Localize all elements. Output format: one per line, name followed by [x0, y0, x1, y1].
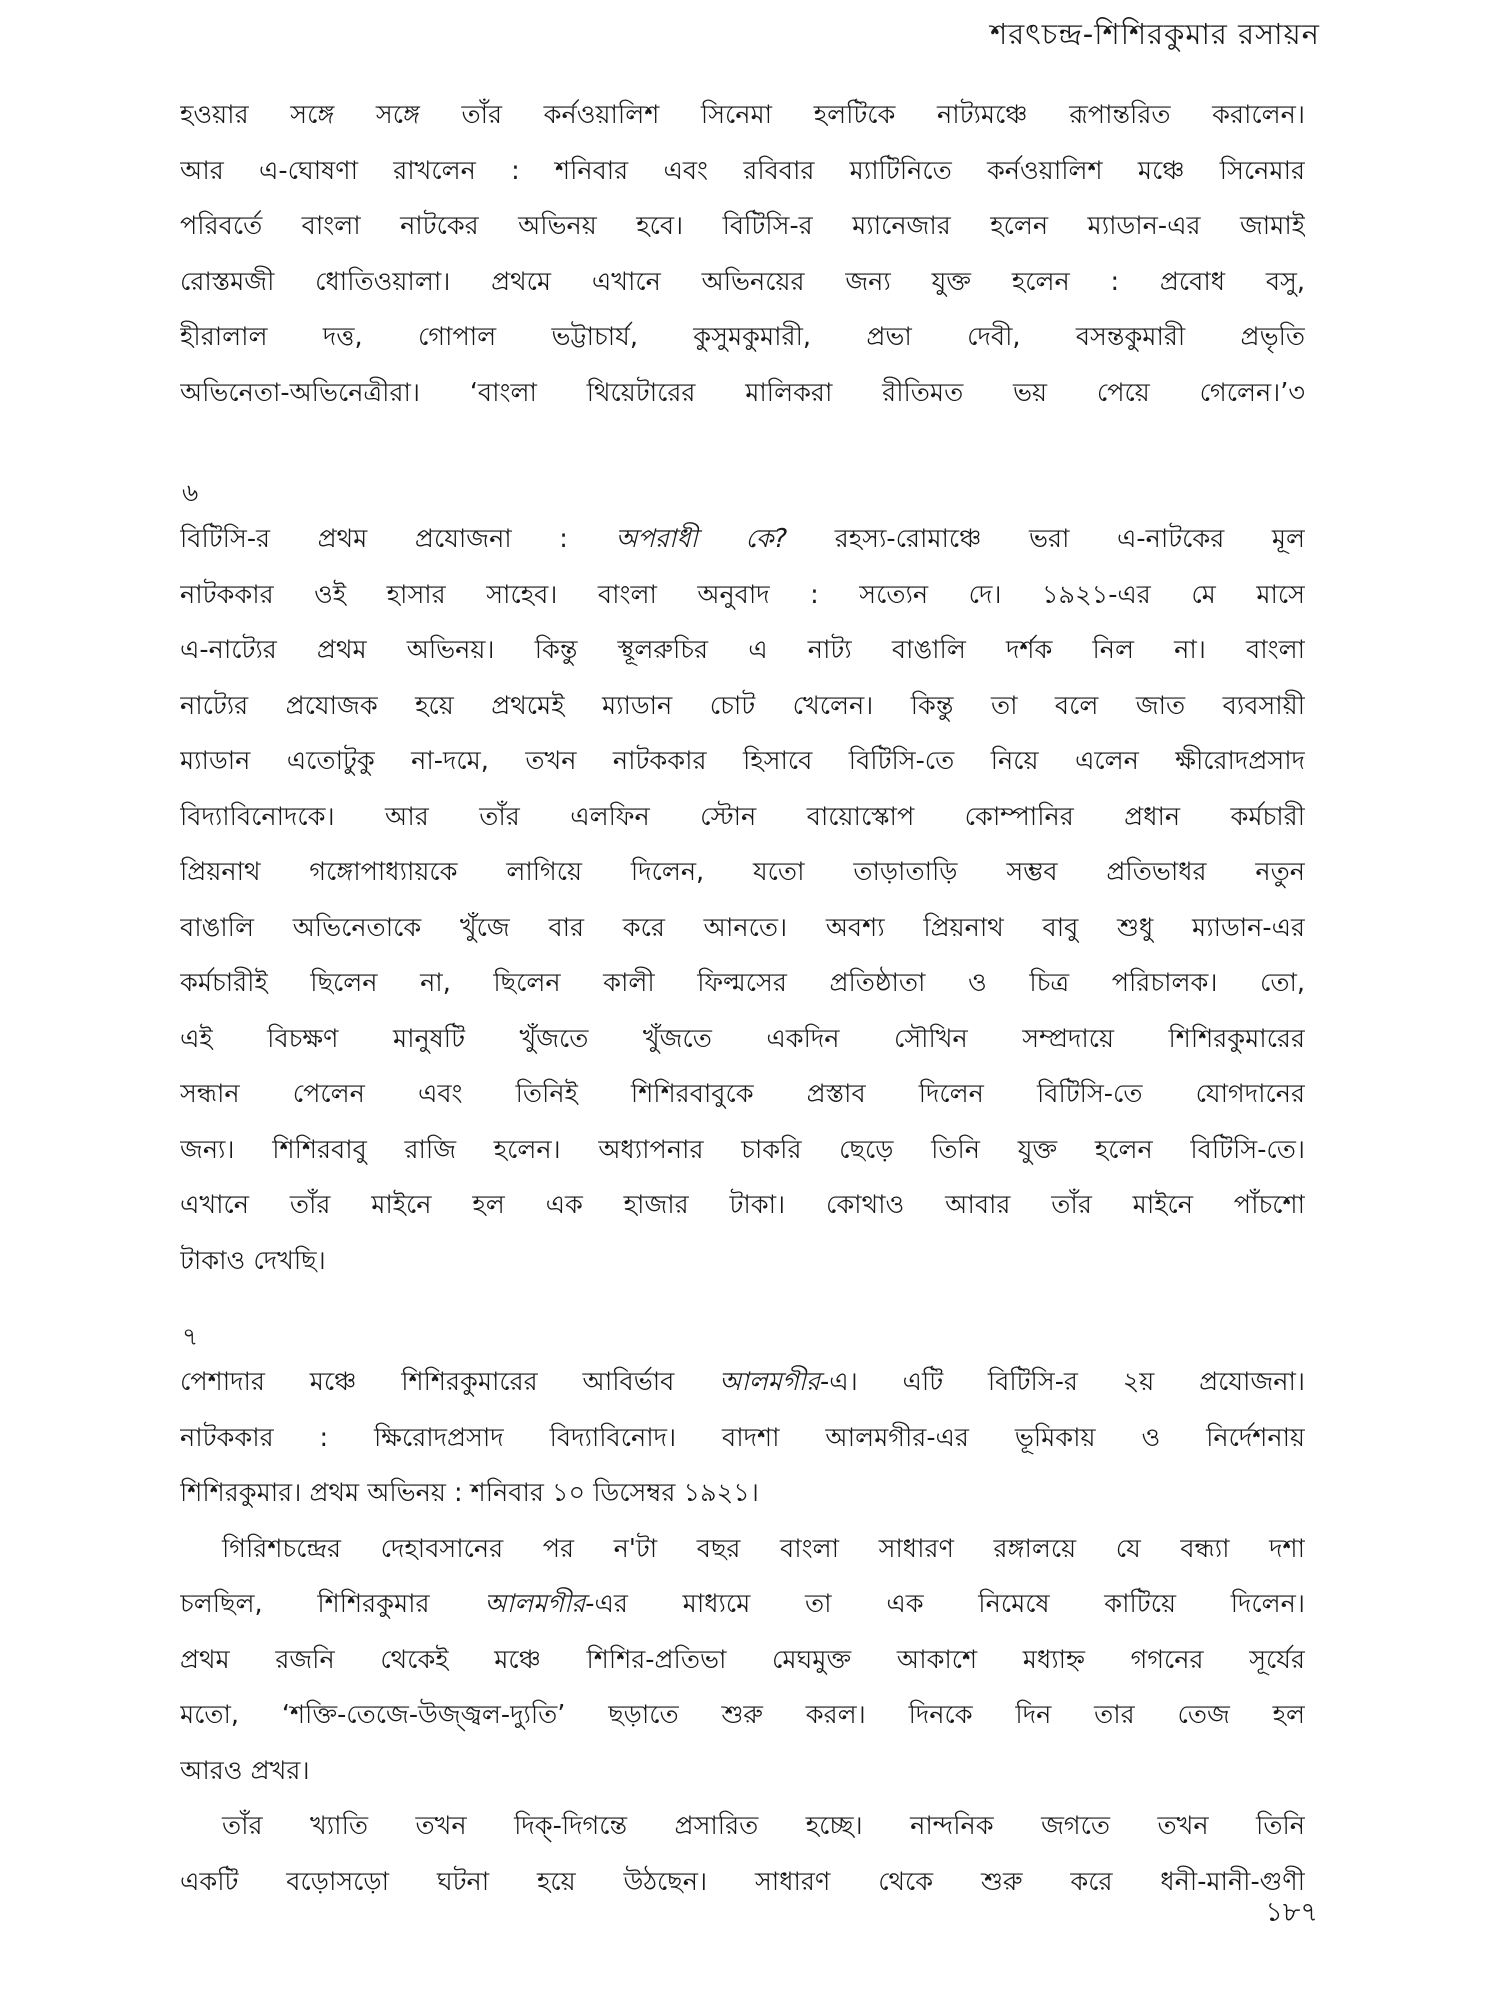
text-line: ম্যাডান এতোটুকু না-দমে, তখন নাটককার হিসাবে বিটিসি-তে নিয়ে এলেন ক্ষীরোদপ্রসাদ — [180, 746, 1305, 776]
text-line: প্রিয়নাথ গঙ্গোপাধ্যায়কে লাগিয়ে দিলেন, যতো তাড়াতাড়ি সম্ভব প্রতিভাধর নতুন — [180, 857, 1305, 887]
text-line: সন্ধান পেলেন এবং তিনিই শিশিরবাবুকে প্রস্তাব দিলেন বিটিসি-তে যোগদানের — [180, 1079, 1305, 1109]
text-line: হীরালাল দত্ত, গোপাল ভট্টাচার্য, কুসুমকুমারী, প্রভা দেবী, বসন্তকুমারী প্রভৃতি — [180, 322, 1305, 352]
text-line: এই বিচক্ষণ মানুষটি খুঁজতে খুঁজতে একদিন সৌখিন সম্প্রদায়ে শিশিরকুমারের — [180, 1023, 1305, 1054]
text-line: এখানে তাঁর মাইনে হল এক হাজার টাকা। কোথাও আবার তাঁর মাইনে পাঁচশো — [180, 1190, 1305, 1220]
paragraph-section-6 — [180, 512, 1305, 1289]
play-title: আলমগীর — [719, 1367, 821, 1397]
paragraph-section-7 — [180, 1355, 1305, 1910]
text-line: আর এ-ঘোষণা রাখলেন : শনিবার এবং রবিবার ম্যাটিনিতে কর্নওয়ালিশ মঞ্চে সিনেমার — [180, 155, 1305, 186]
text-line — [180, 1577, 1305, 1633]
text-line: বিদ্যাবিনোদকে। আর তাঁর এলফিন স্টোন বায়োস্কোপ কোম্পানির প্রধান কর্মচারী — [180, 801, 1305, 832]
text-line: শিশিরকুমার। প্রথম অভিনয় : শনিবার ১০ ডিসেম্বর ১৯২১। — [180, 1478, 759, 1508]
text-line: নাটককার : ক্ষিরোদপ্রসাদ বিদ্যাবিনোদ। বাদশা আলমগীর-এর ভূমিকায় ও নির্দেশনায় — [180, 1422, 1305, 1453]
text-line: টাকাও দেখছি। — [180, 1245, 326, 1276]
text-line: জন্য। শিশিরবাবু রাজি হলেন। অধ্যাপনার চাকরি ছেড়ে তিনি যুক্ত হলেন বিটিসি-তে। — [180, 1134, 1305, 1165]
text-fragment: রহস্য-রোমাঞ্চে ভরা এ-নাটকের মূল — [787, 524, 1305, 554]
paragraph-intro — [180, 88, 1305, 421]
text-fragment: পেশাদার মঞ্চে শিশিরকুমারের আবির্ভাব — [180, 1367, 720, 1397]
text-line: আরও প্রখর। — [180, 1755, 310, 1786]
play-title: অপরাধী কে? — [615, 524, 788, 554]
text-line: বাঙালি অভিনেতাকে খুঁজে বার করে আনতে। অবশ্য প্রিয়নাথ বাবু শুধু ম্যাডান-এর — [180, 912, 1305, 943]
section-number-6: ৬ — [182, 478, 199, 507]
play-title: আলমগীর — [484, 1589, 586, 1619]
text-fragment: বিটিসি-র প্রথম প্রযোজনা : — [180, 524, 616, 554]
text-fragment: -এ। এটি বিটিসি-র ২য় প্রযোজনা। — [820, 1367, 1305, 1397]
text-line: হওয়ার সঙ্গে সঙ্গে তাঁর কর্নওয়ালিশ সিনেমা হলটিকে নাট্যমঞ্চে রূপান্তরিত করালেন। — [180, 100, 1305, 130]
text-line: প্রথম রজনি থেকেই মঞ্চে শিশির-প্রতিভা মেঘমুক্ত আকাশে মধ্যাহ্ন গগনের সূর্যের — [180, 1644, 1305, 1675]
text-fragment: চলছিল, শিশিরকুমার — [180, 1589, 485, 1619]
text-line: নাট্যের প্রযোজক হয়ে প্রথমেই ম্যাডান চোট খেলেন। কিন্তু তা বলে জাত ব্যবসায়ী — [180, 690, 1305, 721]
text-line: কর্মচারীই ছিলেন না, ছিলেন কালী ফিল্মসের প্রতিষ্ঠাতা ও চিত্র পরিচালক। তো, — [180, 968, 1305, 998]
text-line: অভিনেতা-অভিনেত্রীরা। ‘বাংলা থিয়েটারের মালিকরা রীতিমত ভয় পেয়ে গেলেন।’৩ — [180, 377, 1305, 408]
running-header: শরৎচন্দ্র-শিশিরকুমার রসায়ন — [990, 17, 1320, 51]
text-fragment: -এর মাধ্যমে তা এক নিমেষে কাটিয়ে দিলেন। — [585, 1589, 1305, 1619]
text-line: তাঁর খ্যাতি তখন দিক্-দিগন্তে প্রসারিত হচ্ছে। নান্দনিক জগতে তখন তিনি — [222, 1811, 1305, 1841]
text-line: পরিবর্তে বাংলা নাটকের অভিনয় হবে। বিটিসি-র ম্যানেজার হলেন ম্যাডান-এর জামাই — [180, 211, 1305, 241]
text-line: মতো, ‘শক্তি-তেজে-উজ্জ্বল-দ্যুতি’ ছড়াতে শুরু করল। দিনকে দিন তার তেজ হল — [180, 1700, 1305, 1730]
section-number-7: ৭ — [182, 1322, 199, 1351]
page-number: ১৮৭ — [1265, 1897, 1318, 1928]
text-line: এ-নাট্যের প্রথম অভিনয়। কিন্তু স্থূলরুচির এ নাট্য বাঙালি দর্শক নিল না। বাংলা — [180, 635, 1305, 665]
text-line: একটি বড়োসড়ো ঘটনা হয়ে উঠছেন। সাধারণ থেকে শুরু করে ধনী-মানী-গুণী — [180, 1866, 1305, 1897]
text-line — [180, 1355, 1305, 1411]
text-line: গিরিশচন্দ্রের দেহাবসানের পর ন'টা বছর বাংলা সাধারণ রঙ্গালয়ে যে বন্ধ্যা দশা — [222, 1533, 1305, 1564]
text-line: নাটককার ওই হাসার সাহেব। বাংলা অনুবাদ : সত্যেন দে। ১৯২১-এর মে মাসে — [180, 579, 1305, 610]
text-line — [180, 512, 1305, 568]
text-line: রোস্তমজী ধোতিওয়ালা। প্রথমে এখানে অভিনয়ের জন্য যুক্ত হলেন : প্রবোধ বসু, — [180, 266, 1305, 297]
